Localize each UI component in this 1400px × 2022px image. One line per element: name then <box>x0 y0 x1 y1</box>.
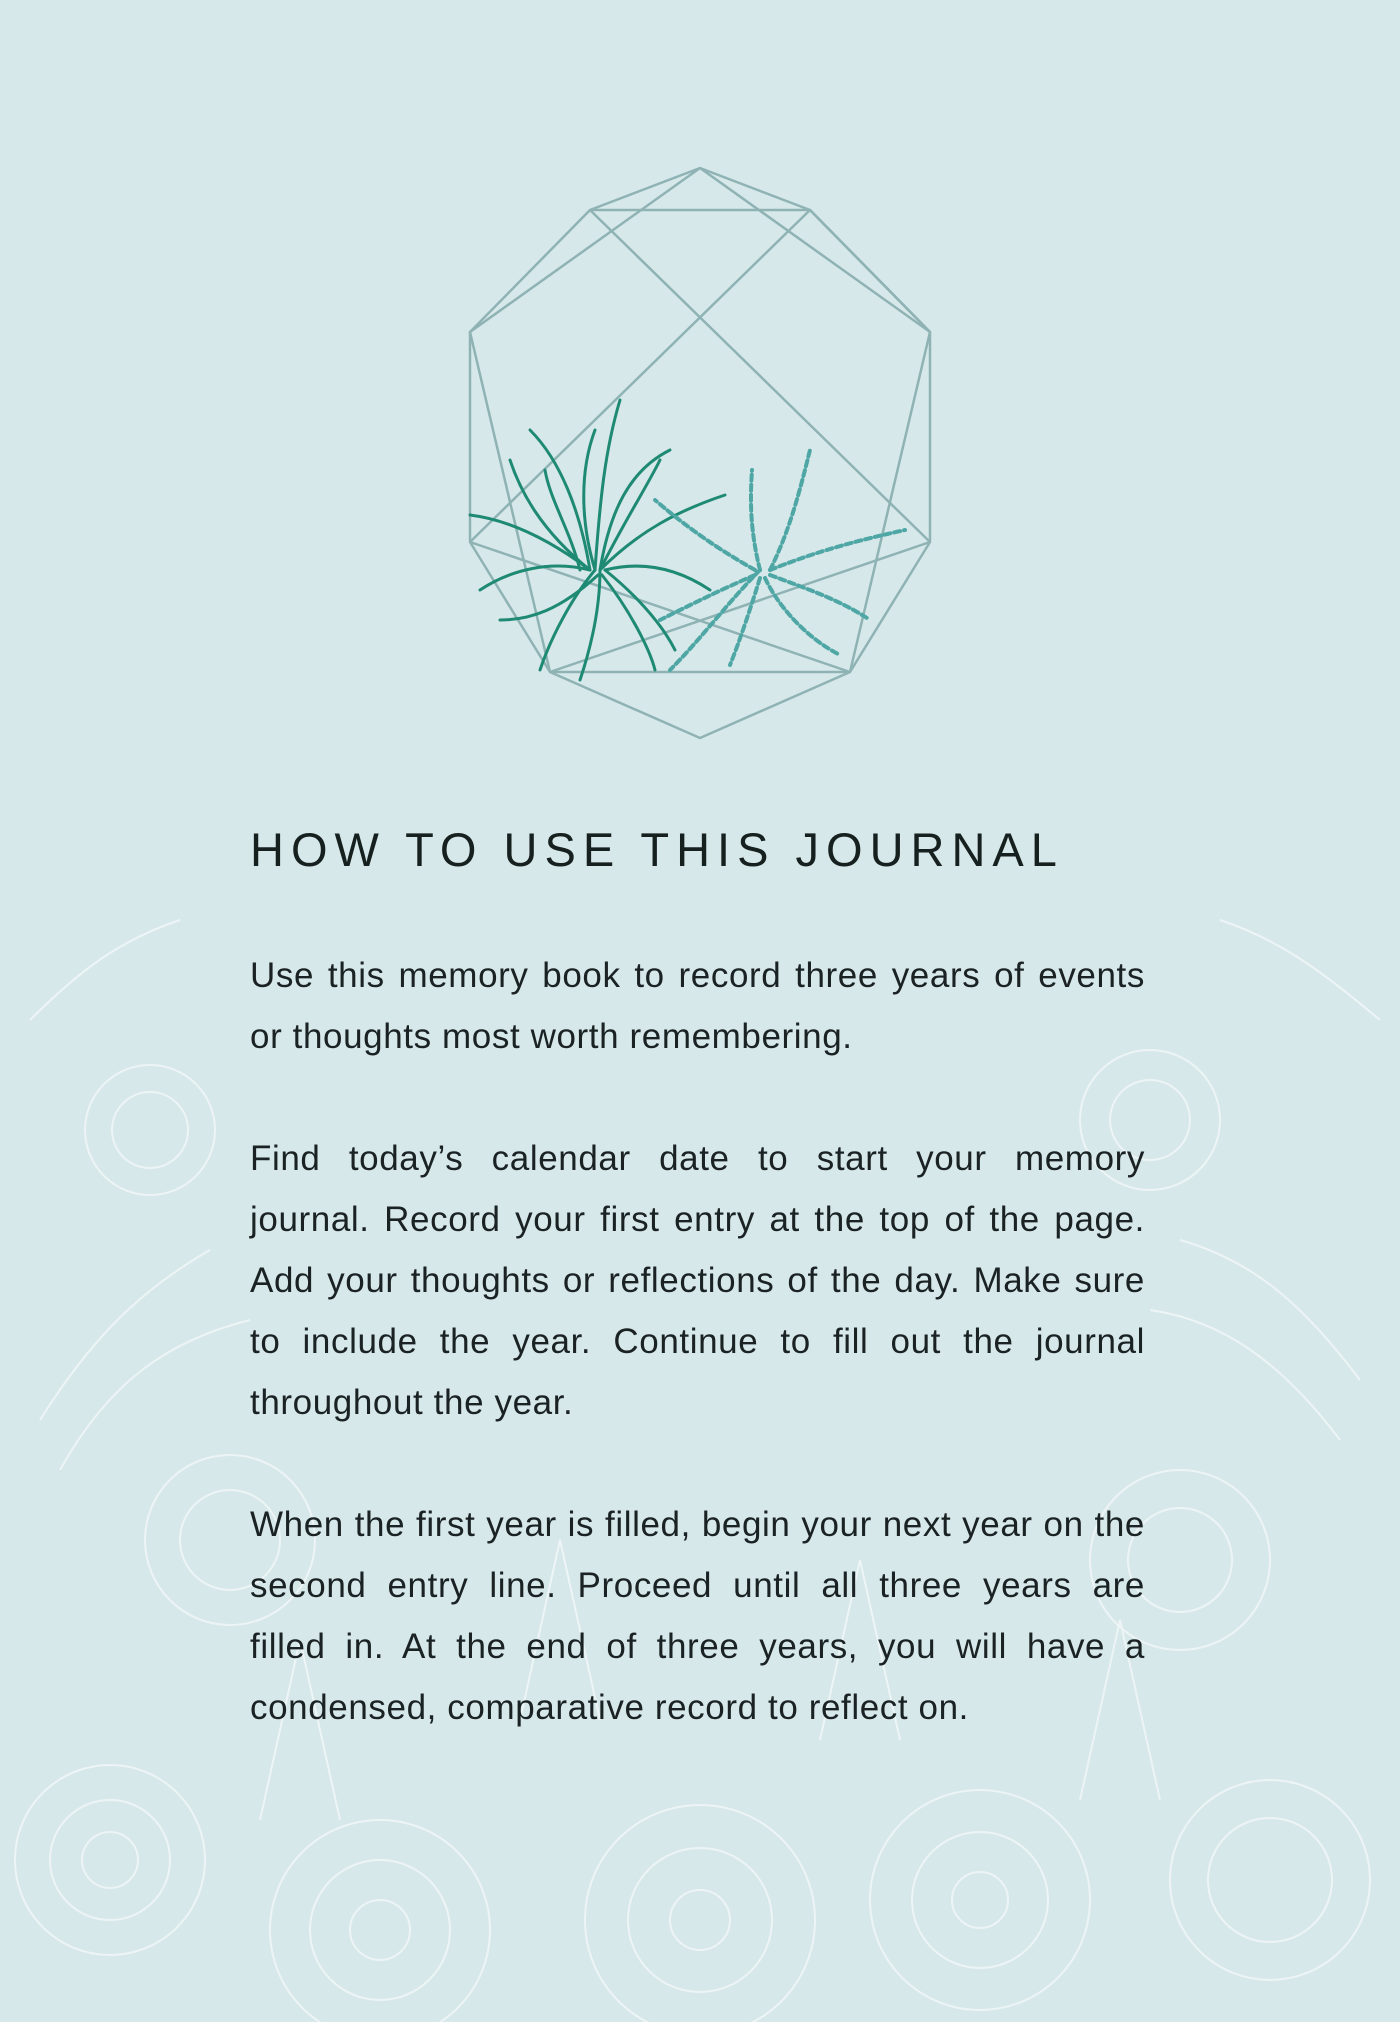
geometric-polygon-frame-icon <box>430 150 970 750</box>
instructions-body <box>250 945 1145 1799</box>
striped-succulent-icon <box>655 450 905 670</box>
instruction-paragraph: Use this memory book to record three years of events or thoughts most worth remembering. <box>250 956 1145 1056</box>
page-title: HOW TO USE THIS JOURNAL <box>250 823 1064 876</box>
instruction-paragraph: Find today’s calendar date to start your memory journal. Record your first entry at the top of the page. Add your thoughts or reflections of the day. Make sure to include the year. Continue to fill out the journal throughout the year. <box>250 1139 1145 1422</box>
air-plant-icon <box>470 400 725 680</box>
instruction-paragraph: When the first year is filled, begin your next year on the second entry line. Proceed until all three years are filled in. At the end of three years, you will have a condensed, comparative record to reflect on. <box>250 1505 1145 1727</box>
